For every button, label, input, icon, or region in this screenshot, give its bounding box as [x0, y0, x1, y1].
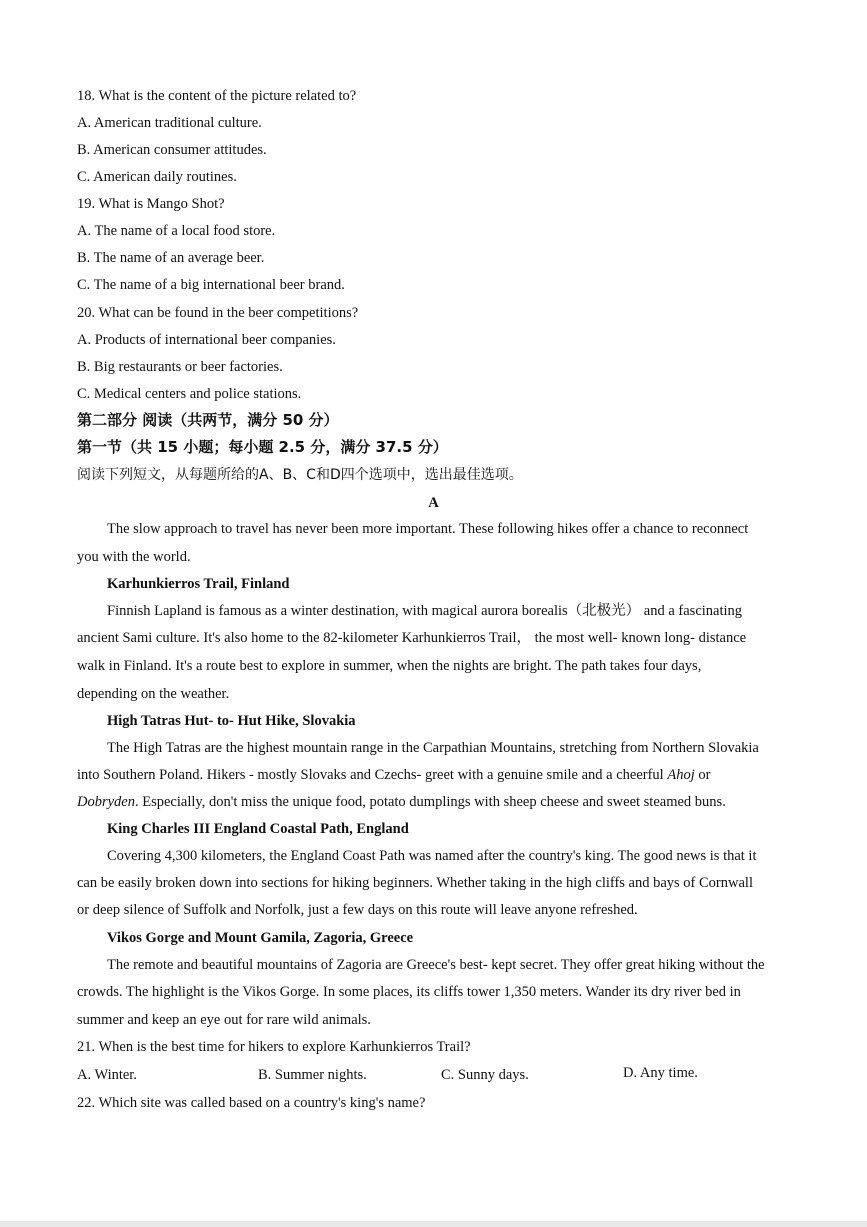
section-high-tatras-title: High Tatras Hut- to- Hut Hike, Slovakia: [107, 713, 356, 729]
section-karhunkierros-line-3: walk in Finland. It's a route best to explore in summer, when the nights are bright. The path takes four days,: [77, 658, 702, 674]
question-20-option-a: A. Products of international beer companies.: [77, 332, 336, 348]
high-tatras-line-3-text: . Especially, don't miss the unique food, potato dumplings with sheep cheese and sweet steamed buns.: [135, 794, 726, 810]
section-high-tatras-line-2: [77, 766, 710, 784]
question-18-option-a: A. American traditional culture.: [77, 115, 262, 131]
passage-intro-line-1: The slow approach to travel has never been more important. These following hikes offer a chance to reconnect: [107, 521, 749, 537]
question-22-stem: 22. Which site was called based on a country's king's name?: [77, 1095, 426, 1111]
question-19-option-a: A. The name of a local food store.: [77, 223, 276, 239]
section-karhunkierros-line-1: Finnish Lapland is famous as a winter destination, with magical aurora borealis（北极光） and a fascinating: [107, 603, 743, 619]
passage-label: A: [428, 495, 439, 511]
question-21-option-c: C. Sunny days.: [441, 1067, 529, 1083]
section-karhunkierros-line-2: ancient Sami culture. It's also home to the 82-kilometer Karhunkierros Trail， the most well- known long- distance: [77, 630, 747, 646]
section-karhunkierros-line-4: depending on the weather.: [77, 686, 230, 702]
question-19-option-c: C. The name of a big international beer brand.: [77, 277, 345, 293]
reading-instruction: 阅读下列短文，从每题所给的A、B、C和D四个选项中，选出最佳选项。: [77, 467, 523, 483]
section-high-tatras-line-1: The High Tatras are the highest mountain range in the Carpathian Mountains, stretching from Northern Slovakia: [107, 740, 759, 756]
question-20-stem: 20. What can be found in the beer competitions?: [77, 305, 359, 321]
question-18-option-b: B. American consumer attitudes.: [77, 142, 267, 158]
section-vikos-gorge-line-3: summer and keep an eye out for rare wild animals.: [77, 1012, 371, 1028]
high-tatras-line-2-text: into Southern Poland. Hikers - mostly Slovaks and Czechs- greet with a genuine smile and a cheerful: [77, 767, 664, 783]
part-two-title: 第二部分 阅读（共两节，满分 50 分）: [77, 411, 339, 429]
question-21-stem: 21. When is the best time for hikers to explore Karhunkierros Trail?: [77, 1039, 471, 1055]
section-vikos-gorge-line-1: The remote and beautiful mountains of Zagoria are Greece's best- kept secret. They offer great hiking without the: [107, 957, 765, 973]
greeting-dobryden: Dobryden: [77, 794, 135, 810]
section-england-coastal-title: King Charles III England Coastal Path, England: [107, 821, 409, 837]
section-karhunkierros-title: Karhunkierros Trail, Finland: [107, 576, 290, 592]
question-20-option-b: B. Big restaurants or beer factories.: [77, 359, 283, 375]
greeting-ahoj: Ahoj: [667, 767, 695, 783]
section-vikos-gorge-title: Vikos Gorge and Mount Gamila, Zagoria, Greece: [107, 930, 414, 946]
question-18-option-c: C. American daily routines.: [77, 169, 237, 185]
section-england-coastal-line-2: can be easily broken down into sections for hiking beginners. Whether taking in the high cliffs and bays of Cornwall: [77, 875, 753, 891]
section-vikos-gorge-line-2: crowds. The highlight is the Vikos Gorge. In some places, its cliffs tower 1,350 meters. Wander its dry river bed in: [77, 984, 741, 1000]
question-21-option-b: B. Summer nights.: [258, 1067, 367, 1083]
section-england-coastal-line-1: Covering 4,300 kilometers, the England Coast Path was named after the country's king. The good news is that it: [107, 848, 757, 864]
section-high-tatras-line-3: [77, 793, 726, 811]
question-19-option-b: B. The name of an average beer.: [77, 250, 265, 266]
question-21-option-a: A. Winter.: [77, 1067, 137, 1083]
page-bottom-edge: [0, 1221, 867, 1227]
question-21-option-d: D. Any time.: [623, 1065, 698, 1081]
question-18-stem: 18. What is the content of the picture related to?: [77, 88, 357, 104]
question-19-stem: 19. What is Mango Shot?: [77, 196, 225, 212]
question-20-option-c: C. Medical centers and police stations.: [77, 386, 302, 402]
section-england-coastal-line-3: or deep silence of Suffolk and Norfolk, just a few days on this route will leave anyone refreshed.: [77, 902, 638, 918]
high-tatras-line-2-end: or: [698, 767, 711, 783]
section-one-title: 第一节（共 15 小题；每小题 2.5 分，满分 37.5 分）: [77, 438, 448, 456]
passage-intro-line-2: you with the world.: [77, 549, 191, 565]
